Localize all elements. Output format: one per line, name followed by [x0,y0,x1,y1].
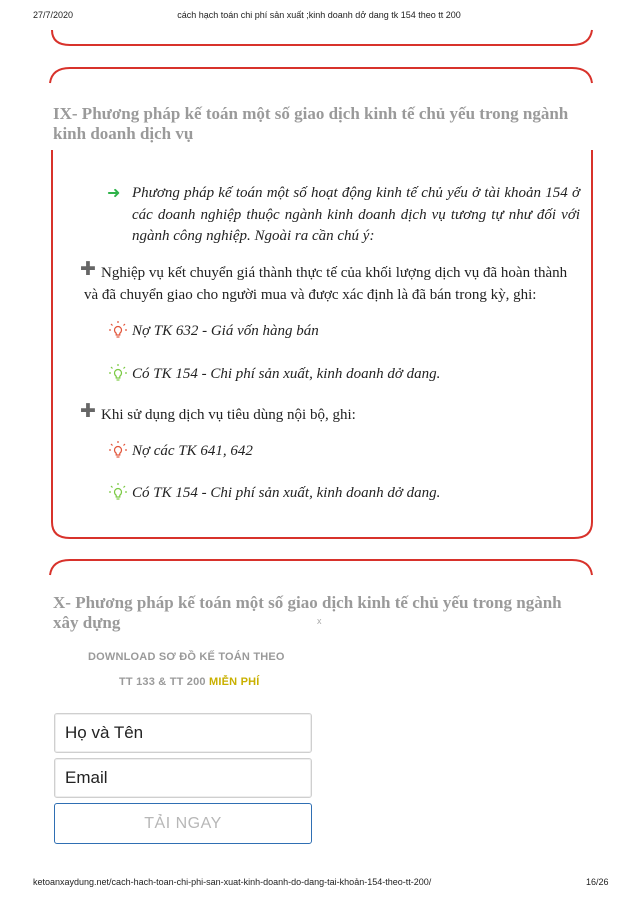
item-1-text: Nghiệp vụ kết chuyển giá thành thực tế của khối lượng dịch vụ đã hoàn thành và đã chuyển giao cho người mua và được xác định là đã bán trong kỳ, ghi: [84,265,568,303]
print-date: 27/7/2020 [33,10,74,20]
close-icon[interactable]: x [317,616,322,626]
lightbulb-icon-green [108,482,128,507]
item-2-credit-entry: Có TK 154 - Chi phí sản xuất, kinh doanh dở dang. [132,485,441,501]
email-field[interactable]: Email [54,758,312,798]
section-ix-heading: IX- Phương pháp kế toán một số giao dịch kinh tế chủ yếu trong ngành kinh doanh dịch vụ [53,104,569,143]
popup-title-prefix: TT 133 & TT 200 [119,676,206,688]
frame-x-top-curve [50,560,592,575]
lightbulb-icon-red [108,440,128,465]
name-field[interactable]: Họ và Tên [54,713,312,753]
frame-top-bottom-curve [52,30,592,45]
plus-icon: ✚ [80,400,96,422]
print-footer-url: ketoanxaydung.net/cach-hach-toan-chi-phi-san-xuat-kinh-doanh-do-dang-tai-khoản-154-theo-tt-200/ [33,877,432,887]
item-2-debit-entry: Nợ các TK 641, 642 [132,443,253,459]
popup-free-highlight: MIỄN PHÍ [209,676,260,688]
frame-ix-top-curve [50,68,592,83]
item-1-credit-entry: Có TK 154 - Chi phí sản xuất, kinh doanh dở dang. [132,366,441,382]
arrow-right-icon: ➜ [107,183,121,202]
section-ix-intro: Phương pháp kế toán một số hoạt động kinh tế chủ yếu ở tài khoản 154 ở các doanh nghiệp thuộc ngành kinh doanh dịch vụ tương tự như đối với ngành công nghiệp. Ngoài ra cần chú ý: [132,185,580,244]
print-title: cách hạch toán chi phí sản xuất ;kinh doanh dở dang tk 154 theo tt 200 [177,10,461,20]
popup-title-line2 [119,676,260,688]
popup-title-line1: DOWNLOAD SƠ ĐỒ KẾ TOÁN THEO [88,651,285,663]
section-x-heading: X- Phương pháp kế toán một số giao dịch kinh tế chủ yếu trong ngành xây dựng [53,593,562,632]
lightbulb-icon-green [108,363,128,388]
lightbulb-icon-red [108,320,128,345]
item-1-debit-entry: Nợ TK 632 - Giá vốn hàng bán [132,323,319,339]
download-now-button[interactable]: TẢI NGAY [54,803,312,844]
print-page-number: 16/26 [586,877,609,887]
item-2-text: Khi sử dụng dịch vụ tiêu dùng nội bộ, ghi: [101,407,356,423]
plus-icon: ✚ [80,258,96,280]
